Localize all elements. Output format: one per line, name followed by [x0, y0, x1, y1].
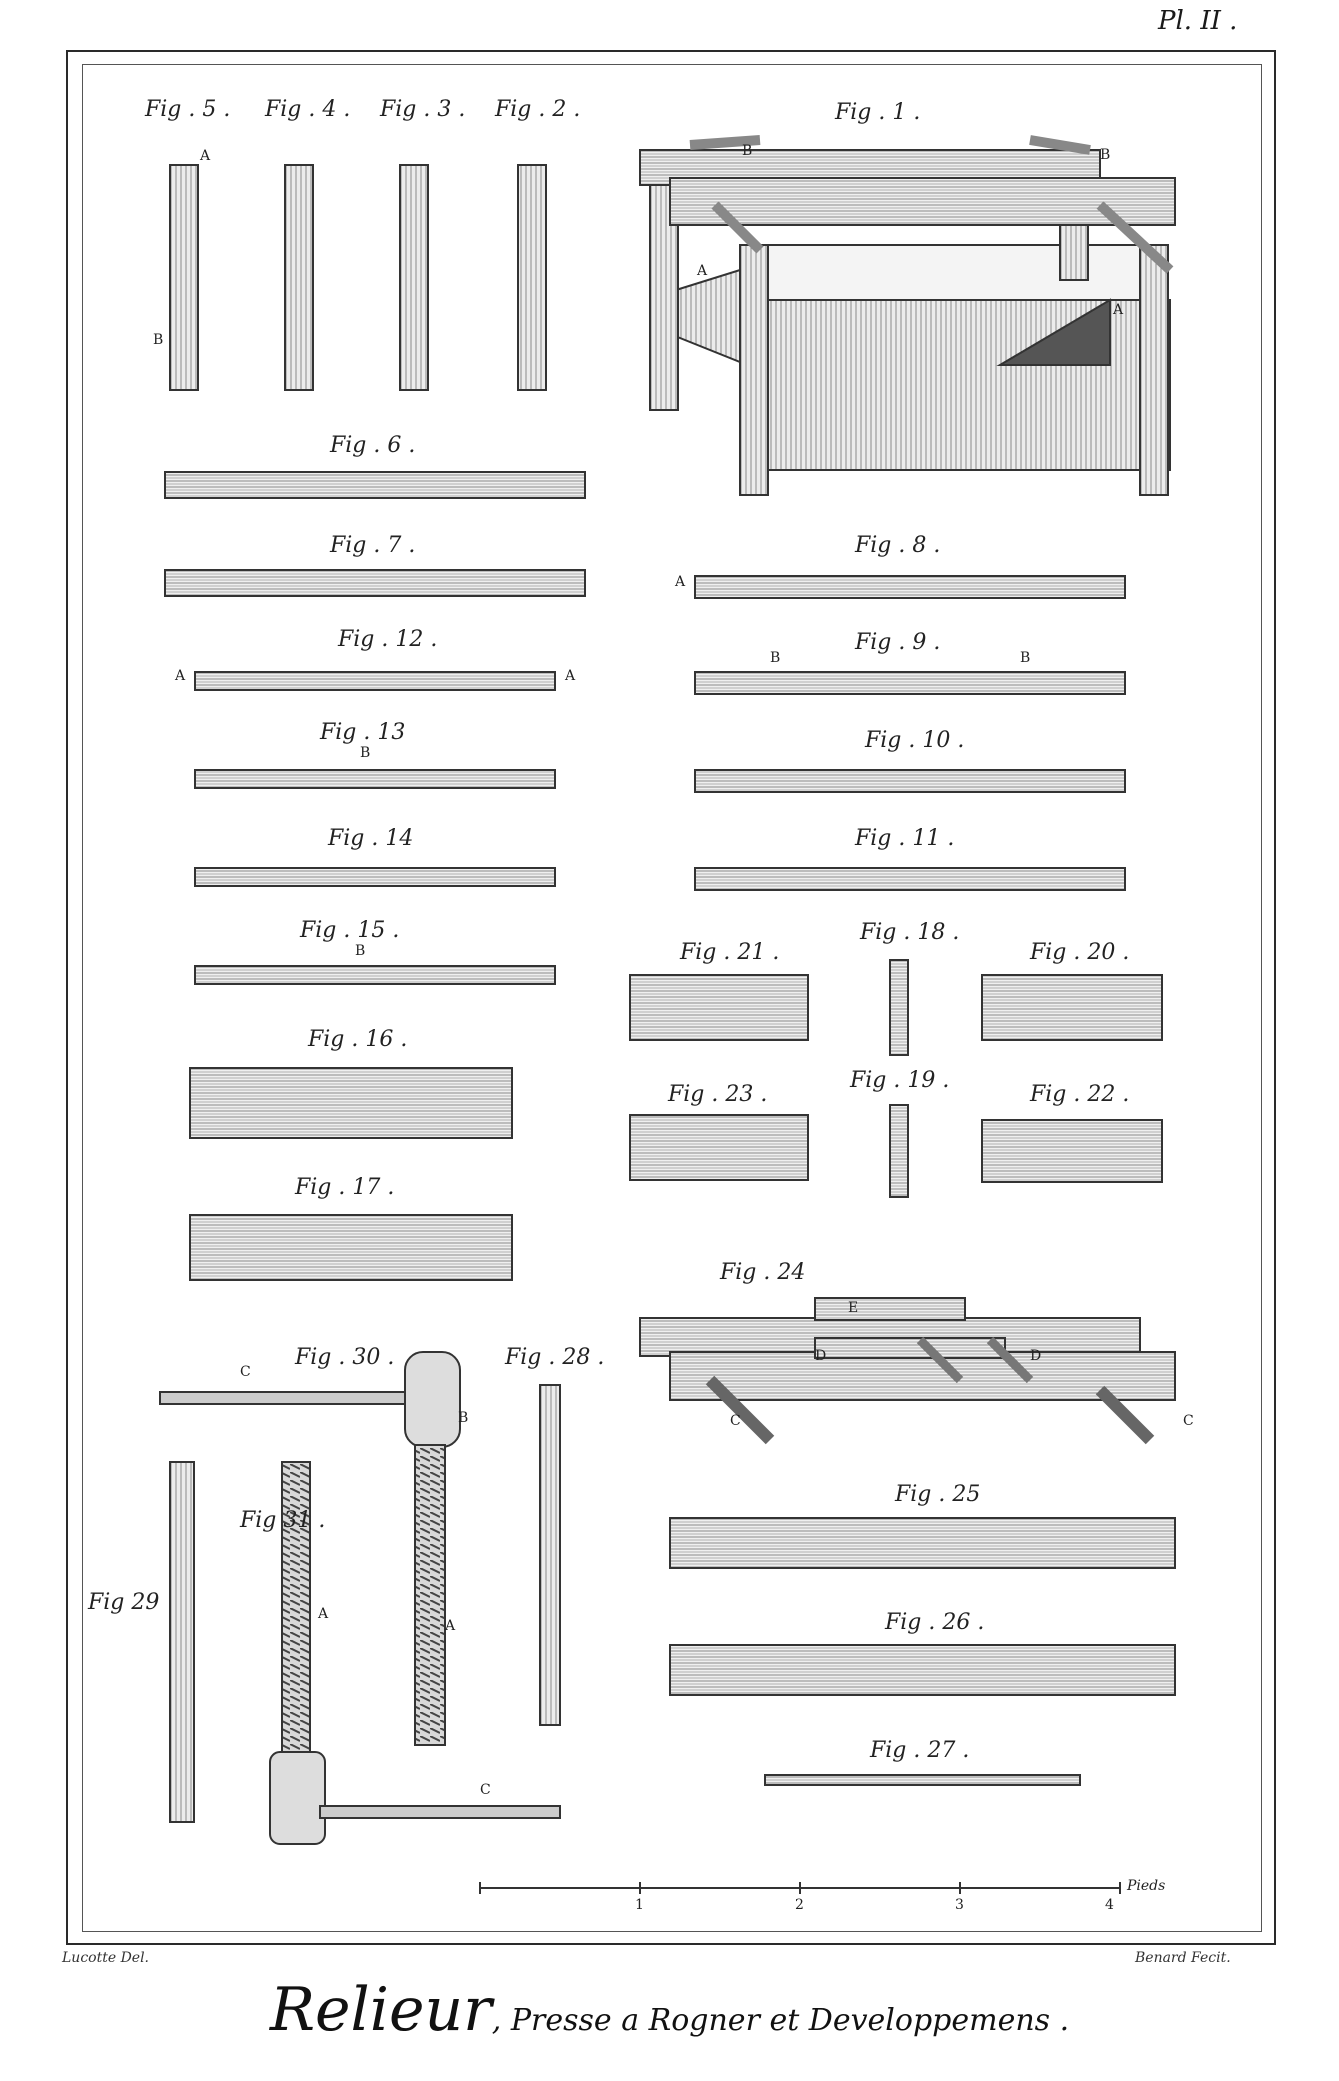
plate-title — [0, 1975, 1339, 2045]
letter-b: B — [1100, 147, 1111, 163]
fig-19-label: Fig . 19 . — [850, 1068, 950, 1093]
letter-a: A — [675, 574, 686, 590]
letter-b: B — [153, 332, 164, 348]
screws-figs-28-31 — [160, 1352, 560, 1844]
scale-unit: Pieds — [1127, 1878, 1166, 1894]
letter-d: D — [1030, 1348, 1042, 1364]
fig-27-label: Fig . 27 . — [870, 1738, 970, 1763]
credit-engraver: Benard Fecit. — [1135, 1950, 1231, 1966]
letter-a: A — [445, 1618, 456, 1634]
fig-29-label: Fig 29 — [88, 1590, 160, 1615]
fig-14-label: Fig . 14 — [328, 826, 414, 851]
credit-draughtsman: Lucotte Del. — [62, 1950, 150, 1966]
fig-26-label: Fig . 26 . — [885, 1610, 985, 1635]
fig-20-label: Fig . 20 . — [1030, 940, 1130, 965]
letter-c: C — [480, 1782, 491, 1798]
fig-24-label: Fig . 24 — [720, 1260, 806, 1285]
fig-23-label: Fig . 23 . — [668, 1082, 768, 1107]
fig-15-label: Fig . 15 . — [300, 918, 400, 943]
fig-30-label: Fig . 30 . — [295, 1345, 395, 1370]
fig-25-label: Fig . 25 — [895, 1482, 981, 1507]
letter-b: B — [355, 943, 366, 959]
letter-a: A — [175, 668, 186, 684]
letter-c: C — [730, 1413, 741, 1429]
fig-28-label: Fig . 28 . — [505, 1345, 605, 1370]
letter-e: E — [848, 1300, 859, 1316]
press-fig-1 — [640, 140, 1175, 495]
letter-a: A — [318, 1606, 329, 1622]
fig-1-label: Fig . 1 . — [835, 100, 921, 125]
letter-b: B — [1020, 650, 1031, 666]
title-main: Relieur — [269, 1975, 492, 2045]
fig-6-label: Fig . 6 . — [330, 433, 416, 458]
letter-b: B — [360, 745, 371, 761]
letter-a: A — [697, 263, 708, 279]
title-sub: , Presse a Rogner et Developpemens . — [491, 2003, 1070, 2038]
fig-4-label: Fig . 4 . — [265, 97, 351, 122]
fig-7-label: Fig . 7 . — [330, 533, 416, 558]
plate-number: Pl. II . — [1158, 6, 1238, 36]
fig-16-label: Fig . 16 . — [308, 1027, 408, 1052]
posts-figs-2-5 — [170, 165, 546, 390]
letter-a: A — [1113, 302, 1124, 318]
fig-31-label: Fig 31 . — [240, 1508, 326, 1533]
scale-tick-label: 3 — [955, 1897, 964, 1913]
fig-10-label: Fig . 10 . — [865, 728, 965, 753]
fig-22-label: Fig . 22 . — [1030, 1082, 1130, 1107]
fig-8-label: Fig . 8 . — [855, 533, 941, 558]
letter-b: B — [770, 650, 781, 666]
fig-13-label: Fig . 13 — [320, 720, 406, 745]
letter-a: A — [200, 148, 211, 164]
letter-b: B — [742, 143, 753, 159]
letter-a: A — [565, 668, 576, 684]
boards — [190, 960, 1162, 1280]
letter-d: D — [815, 1348, 827, 1364]
letter-c: C — [240, 1364, 251, 1380]
fig-2-label: Fig . 2 . — [495, 97, 581, 122]
letter-c: C — [1183, 1413, 1194, 1429]
scale-tick-label: 2 — [795, 1897, 804, 1913]
fig-9-label: Fig . 9 . — [855, 630, 941, 655]
fig-3-label: Fig . 3 . — [380, 97, 466, 122]
scale-tick-label: 1 — [635, 1897, 644, 1913]
fig-21-label: Fig . 21 . — [680, 940, 780, 965]
fig-17-label: Fig . 17 . — [295, 1175, 395, 1200]
fig-5-label: Fig . 5 . — [145, 97, 231, 122]
fig-18-label: Fig . 18 . — [860, 920, 960, 945]
fig-11-label: Fig . 11 . — [855, 826, 955, 851]
letter-b: B — [458, 1410, 469, 1426]
scale-tick-label: 4 — [1105, 1897, 1114, 1913]
scale-bar — [480, 1882, 1120, 1894]
fig-12-label: Fig . 12 . — [338, 627, 438, 652]
press-beams-fig-24 — [640, 1298, 1175, 1440]
bars-figs-6-15 — [165, 472, 1125, 984]
